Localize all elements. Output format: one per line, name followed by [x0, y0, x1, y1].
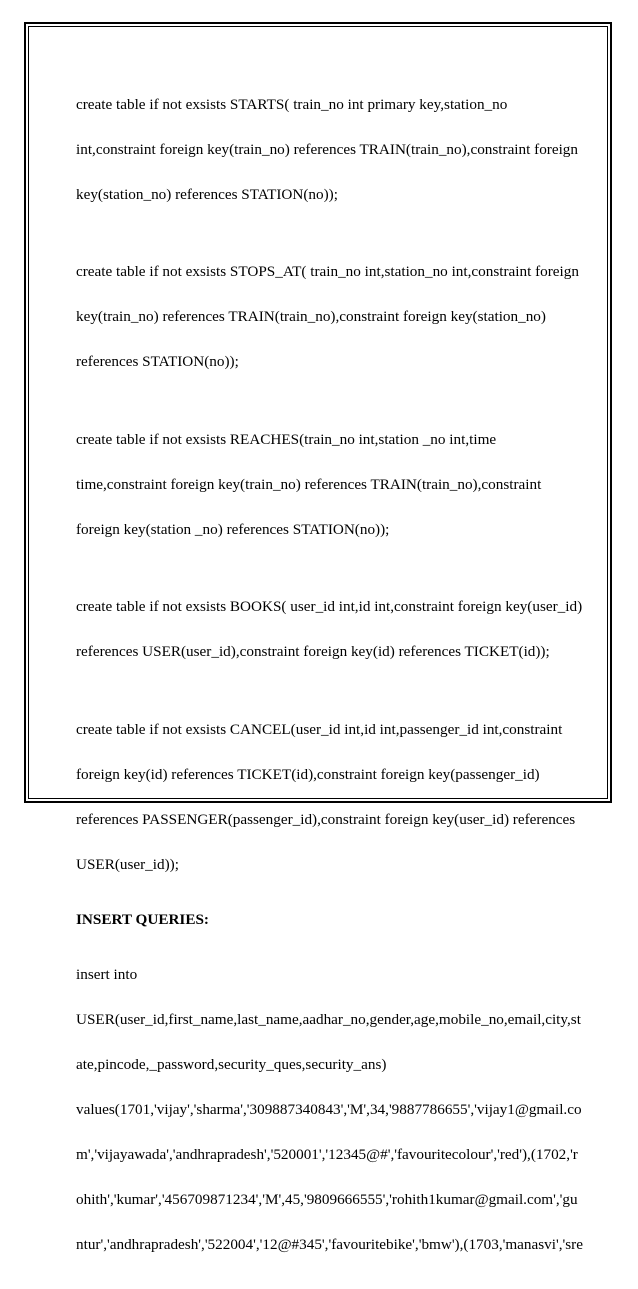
- text-line: foreign key(station _no) references STATION(no));: [76, 520, 390, 538]
- sql-create-books: [76, 574, 583, 687]
- insert-queries-heading: INSERT QUERIES:: [76, 910, 209, 928]
- sql-create-cancel: [76, 696, 576, 899]
- text-line: m','vijayawada','andhrapradesh','520001','12345@#','favouritecolour','red'),(1702,'r: [76, 1145, 578, 1163]
- sql-create-reaches: [76, 406, 566, 564]
- text-line: create table if not exsists REACHES(train_no int,station _no int,time: [76, 430, 497, 448]
- text-line: foreign key(id) references TICKET(id),constraint foreign key(passenger_id): [76, 765, 540, 783]
- text-line: create table if not exsists STOPS_AT( train_no int,station_no int,constraint foreign: [76, 263, 579, 280]
- text-line: insert into: [76, 965, 138, 983]
- text-line: time,constraint foreign key(train_no) references TRAIN(train_no),constraint: [76, 475, 542, 493]
- text-line: key(train_no) references TRAIN(train_no),constraint foreign key(station_no): [76, 308, 546, 325]
- text-line: references USER(user_id),constraint foreign key(id) references TICKET(id));: [76, 643, 550, 660]
- document-body: [76, 71, 583, 1289]
- text-line: create table if not exsists STARTS( train_no int primary key,station_no: [76, 95, 508, 113]
- sql-create-starts: [76, 71, 578, 229]
- text-line: int,constraint foreign key(train_no) references TRAIN(train_no),constraint foreign: [76, 140, 578, 158]
- text-line: references PASSENGER(passenger_id),constraint foreign key(user_id) references: [76, 810, 576, 828]
- text-line: create table if not exsists BOOKS( user_id int,id int,constraint foreign key(user_id): [76, 598, 583, 615]
- text-line: ate,pincode,_password,security_ques,security_ans): [76, 1055, 387, 1073]
- text-line: ntur','andhrapradesh','522004','12@#345','favouritebike','bmw'),(1703,'manasvi','sre: [76, 1235, 583, 1253]
- text-line: create table if not exsists CANCEL(user_id int,id int,passenger_id int,constraint: [76, 720, 563, 738]
- text-line: key(station_no) references STATION(no));: [76, 185, 338, 203]
- text-line: USER(user_id,first_name,last_name,aadhar_no,gender,age,mobile_no,email,city,st: [76, 1010, 581, 1028]
- sql-insert-user: [76, 941, 583, 1279]
- sql-create-stops-at: [76, 239, 579, 397]
- text-line: USER(user_id));: [76, 855, 179, 873]
- text-line: ohith','kumar','456709871234','M',45,'9809666555','rohith1kumar@gmail.com','gu: [76, 1190, 578, 1208]
- text-line: values(1701,'vijay','sharma','309887340843','M',34,'9887786655','vijay1@gmail.co: [76, 1100, 582, 1118]
- text-line: references STATION(no));: [76, 353, 239, 370]
